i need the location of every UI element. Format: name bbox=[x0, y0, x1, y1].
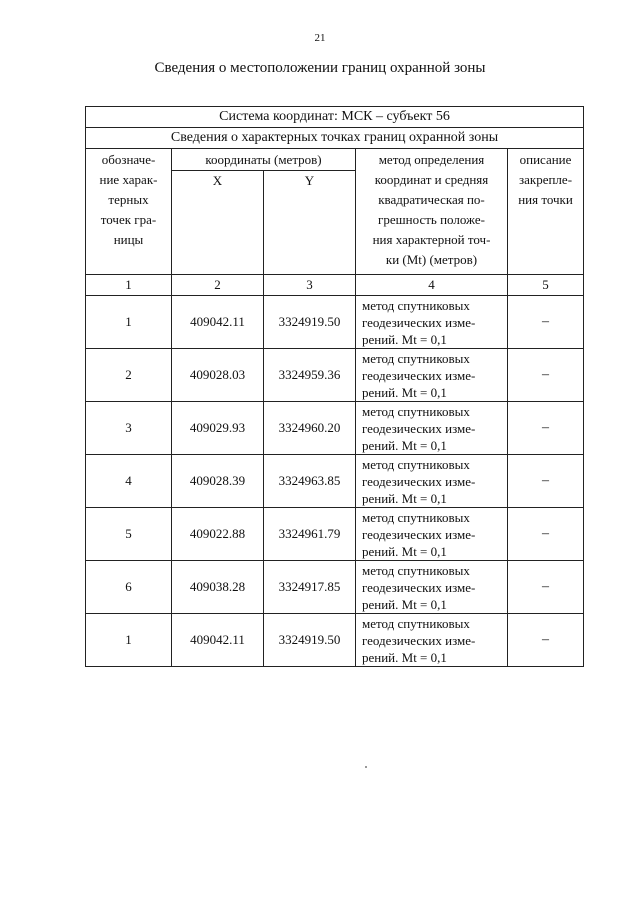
method-line: метод спутниковых bbox=[362, 297, 470, 313]
method-header-line: ния характерной точ- bbox=[372, 232, 491, 247]
column-index: 4 bbox=[356, 275, 508, 296]
point-description: – bbox=[508, 349, 584, 402]
column-index: 1 bbox=[86, 275, 172, 296]
method-line: метод спутниковых bbox=[362, 456, 470, 472]
scan-artifact bbox=[365, 766, 367, 768]
method-line: геодезических изме- bbox=[362, 367, 476, 383]
coordinate-y: 3324919.50 bbox=[264, 296, 356, 349]
table-row bbox=[86, 614, 584, 667]
description-header-line: описание bbox=[519, 152, 572, 167]
method-line: рений. Mt = 0,1 bbox=[362, 331, 447, 347]
point-number: 1 bbox=[86, 296, 172, 349]
coordinate-x: 409038.28 bbox=[172, 561, 264, 614]
coordinates-header: координаты (метров) bbox=[172, 149, 356, 171]
method-line: метод спутниковых bbox=[362, 509, 470, 525]
point-designation-line: ние харак- bbox=[99, 172, 158, 187]
point-number: 4 bbox=[86, 455, 172, 508]
coordinate-y: 3324959.36 bbox=[264, 349, 356, 402]
method-cell bbox=[356, 614, 508, 667]
method-cell bbox=[356, 455, 508, 508]
table-row bbox=[86, 455, 584, 508]
table-row bbox=[86, 402, 584, 455]
section-header: Сведения о характерных точках границ охранной зоны bbox=[86, 128, 584, 149]
method-line: геодезических изме- bbox=[362, 579, 476, 595]
point-number: 5 bbox=[86, 508, 172, 561]
coordinate-y: 3324919.50 bbox=[264, 614, 356, 667]
x-header: X bbox=[172, 171, 264, 275]
column-index-row bbox=[86, 275, 584, 296]
method-line: рений. Mt = 0,1 bbox=[362, 384, 447, 400]
coordinate-y: 3324961.79 bbox=[264, 508, 356, 561]
coordinate-x: 409022.88 bbox=[172, 508, 264, 561]
point-designation-line: точек гра- bbox=[100, 212, 157, 227]
method-cell bbox=[356, 402, 508, 455]
point-number: 1 bbox=[86, 614, 172, 667]
page-number: 21 bbox=[314, 32, 326, 44]
method-line: геодезических изме- bbox=[362, 473, 476, 489]
method-header bbox=[356, 149, 508, 275]
method-header-line: квадратическая по- bbox=[378, 192, 485, 207]
method-header-line: ки (Mt) (метров) bbox=[385, 252, 478, 267]
method-line: рений. Mt = 0,1 bbox=[362, 596, 447, 612]
point-description: – bbox=[508, 402, 584, 455]
method-line: рений. Mt = 0,1 bbox=[362, 490, 447, 506]
coordinate-x: 409029.93 bbox=[172, 402, 264, 455]
method-cell bbox=[356, 561, 508, 614]
method-header-line: координат и средняя bbox=[374, 172, 489, 187]
method-cell bbox=[356, 296, 508, 349]
method-line: метод спутниковых bbox=[362, 615, 470, 631]
point-description: – bbox=[508, 296, 584, 349]
method-line: геодезических изме- bbox=[362, 314, 476, 330]
point-designation-header bbox=[86, 149, 172, 275]
table-row bbox=[86, 508, 584, 561]
coordinate-y: 3324963.85 bbox=[264, 455, 356, 508]
point-designation-line: ницы bbox=[113, 232, 144, 247]
coordinate-system-header: Система координат: МСК – субъект 56 bbox=[86, 107, 584, 128]
coordinate-y: 3324917.85 bbox=[264, 561, 356, 614]
coordinate-x: 409042.11 bbox=[172, 296, 264, 349]
column-index: 3 bbox=[264, 275, 356, 296]
point-description: – bbox=[508, 614, 584, 667]
method-line: метод спутниковых bbox=[362, 403, 470, 419]
method-header-line: грешность положе- bbox=[378, 212, 485, 227]
method-line: геодезических изме- bbox=[362, 420, 476, 436]
method-line: рений. Mt = 0,1 bbox=[362, 543, 447, 559]
y-header: Y bbox=[264, 171, 356, 275]
point-designation-line: обозначе- bbox=[101, 152, 156, 167]
point-number: 2 bbox=[86, 349, 172, 402]
point-number: 3 bbox=[86, 402, 172, 455]
method-line: метод спутниковых bbox=[362, 350, 470, 366]
method-line: метод спутниковых bbox=[362, 562, 470, 578]
column-index: 2 bbox=[172, 275, 264, 296]
boundary-points-table bbox=[85, 106, 584, 667]
point-number: 6 bbox=[86, 561, 172, 614]
table-row bbox=[86, 561, 584, 614]
document-title: Сведения о местоположении границ охранной зоны bbox=[154, 60, 486, 76]
description-header-line: закрепле- bbox=[518, 172, 573, 187]
table-row bbox=[86, 349, 584, 402]
table-row bbox=[86, 296, 584, 349]
coordinate-x: 409028.03 bbox=[172, 349, 264, 402]
method-cell bbox=[356, 349, 508, 402]
description-header-line: ния точки bbox=[518, 192, 573, 207]
point-description: – bbox=[508, 508, 584, 561]
coordinate-x: 409028.39 bbox=[172, 455, 264, 508]
method-cell bbox=[356, 508, 508, 561]
column-index: 5 bbox=[508, 275, 584, 296]
method-line: геодезических изме- bbox=[362, 632, 476, 648]
point-description: – bbox=[508, 455, 584, 508]
coordinate-x: 409042.11 bbox=[172, 614, 264, 667]
description-header bbox=[508, 149, 584, 275]
method-line: геодезических изме- bbox=[362, 526, 476, 542]
point-designation-line: терных bbox=[108, 192, 149, 207]
method-line: рений. Mt = 0,1 bbox=[362, 649, 447, 665]
method-line: рений. Mt = 0,1 bbox=[362, 437, 447, 453]
coordinate-y: 3324960.20 bbox=[264, 402, 356, 455]
method-header-line: метод определения bbox=[378, 152, 485, 167]
point-description: – bbox=[508, 561, 584, 614]
